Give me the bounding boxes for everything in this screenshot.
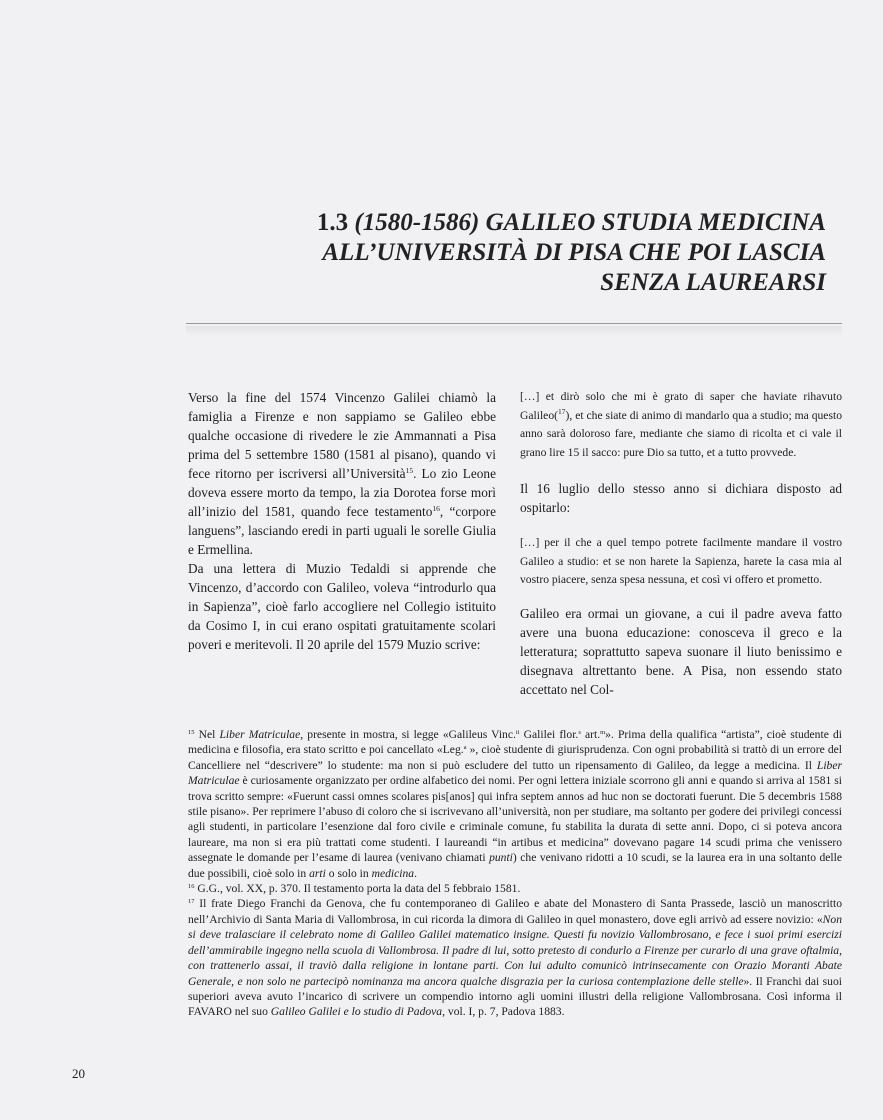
heading-line-1: (1580-1586) GALILEO STUDIA MEDICINA [354,209,826,236]
right-text-column [520,388,842,699]
body-paragraph: Da una lettera di Muzio Tedaldi si apprende che Vincenzo, d’accordo con Galileo, voleva “introdurlo qua in Sapienza”, cioè farlo accogliere nel Collegio istituito da Cosimo I, in cui erano ospitati gratuitamente scolari poveri e meritevoli. Il 20 aprile del 1579 Muzio scrive: [188,561,496,652]
footnote-ref: 15 [405,466,414,475]
footnotes [188,727,842,1020]
footnote-17: $^{17}$ Il frate Diego Franchi da Genova, che fu contemporaneo di Galileo e abate del Monastero di Santa Prassede, lasciò un manoscritto nell’Archivio di Santa Maria di Vallombrosa, in cui ricorda la dimora di Galileo in quel monastero, dove egli arrivò ad essere novizio: «Non si deve tralasciare il celebrato nome di Galileo Galilei matematico insigne. Questi fu novizio Vallombrosano, e fece i suoi primi esercizi dell’ammirabile ingegno nella scuola di Vallombrosa. Il padre di lui, sotto pretesto di condurlo a Firenze per curarlo di una grave oftalmia, con trattenerlo assai, il traviò dalla religione in lontane parti. Con lui adulto comunicò intrinsecamente con Orazio Moranti Abate Generale, e non solo ne partecipò nominanza ma ancora qualche disgrazia per la curiosa contemplazione delle stelle». Il Franchi dai suoi superiori aveva avuto l’incarico di scrivere un compendio intorno agli uomini illustri della religione Vallombrosana. Così informa il FAVARO nel suo Galileo Galilei e lo studio di Padova, vol. I, p. 7, Padova 1883. [188,897,843,1019]
section-heading [200,208,826,298]
heading-line-3: SENZA LAUREARSI [600,269,826,296]
body-paragraph: Verso la fine del 1574 Vincenzo Galilei chiamò la famiglia a Firenze e non sappiamo se Galileo ebbe qualche occasione di rivedere le zie Ammannati a Pisa prima del 5 settembre 1580 (1581 al pisano), quando vi fece ritorno per iscriversi all’Università$^{15}$. Lo zio Leone doveva essere morto da tempo, la zia Dorotea forse morì all’inizio del 1581, quando fece testamento$^{16}$, “corpore languens”, lasciando eredi in parti uguali le sorelle Giulia e Ermellina. [188,390,496,557]
body-paragraph: Galileo era ormai un giovane, a cui il padre aveva fatto avere una buona educazione: conosceva il greco e la letteratura; soprattutto sapeva suonare il liuto benissimo e disegnava altrettanto bene. A Pisa, non essendo stato accettato nel Col- [520,605,842,697]
divider-shadow [186,326,842,336]
footnote-ref: 17 [558,406,566,416]
footnote-15: $^{15}$ Nel Liber Matriculae, presente in mostra, si legge «Galileus Vinc.$^{ii}$ Galilei flor.$^s$ art.$^m$». Prima della qualifica “artista”, cioè studente di medicina e filosofia, era stato scritto e poi cancellato «Leg.$^a$ », cioè studente di giurisprudenza. Con ogni probabilità si trattò di un errore del Cancelliere nel “descrivere” lo studente: ma non si può escludere del tutto un ripensamento di Galileo, da legge a medicina. Il Liber Matriculae è curiosamente organizzato per ordine alfabetico dei nomi. Per ogni lettera iniziale scorrono gli anni e quando si arriva al 1581 si trova scritto sempre: «Fuerunt cassi omnes scolares pis[anos] qui infra septem annos ad huc non se doctorati fuerunt. Die 5 decembris 1588 stile pisano». Per reprimere l’abuso di coloro che si iscrivevano all’università, non per studiare, ma soltanto per godere dei privilegi concessi agli studenti, in particolare l’esenzione dal foro civile e criminale comune, fu stabilita la durata di sette anni. Dopo, ci si poteva ancora laureare, ma non si era più trattati come studenti. I laureandi “in artibus et medicina” dovevano pagare 14 scudi prima che venissero assegnate le domande per l’esame di laurea (venivano chiamati punti) che venivano ridotti a 10 scudi, se la laurea era in una soltanto delle due possibili, cioè solo in arti o solo in medicina. [188,728,842,880]
block-quote: […] per il che a quel tempo potrete facilmente mandare il vostro Galileo a studio: et se non harete la Sapienza, harete la casa mia al vostro piacere, senza spesa nessuna, et così vi offero et prometto. [520,536,842,586]
heading-line-2: ALL’UNIVERSITÀ DI PISA CHE POI LASCIA [322,239,826,266]
left-text-column [188,388,496,654]
heading-divider [186,323,842,324]
block-quote: […] et dirò solo che mi è grato di saper che haviate rihavuto Galileo($^{17}$), et che siate di animo di mandarlo qua a studio; ma questo anno sarà doloroso fare, mediante che siamo di ricolta et ci vale il grano lire 15 il sacco: pure Dio sa tutto, et a tutto provvede. [520,390,842,459]
page-number: 20 [72,1066,85,1081]
footnote-ref: 16 [432,504,440,513]
section-number: 1.3 [316,209,349,236]
footnote-16: $^{16}$ G.G., vol. XX, p. 370. Il testamento porta la data del 5 febbraio 1581. [188,882,521,896]
body-paragraph: Il 16 luglio dello stesso anno si dichiara disposto ad ospitarlo: [520,481,842,515]
